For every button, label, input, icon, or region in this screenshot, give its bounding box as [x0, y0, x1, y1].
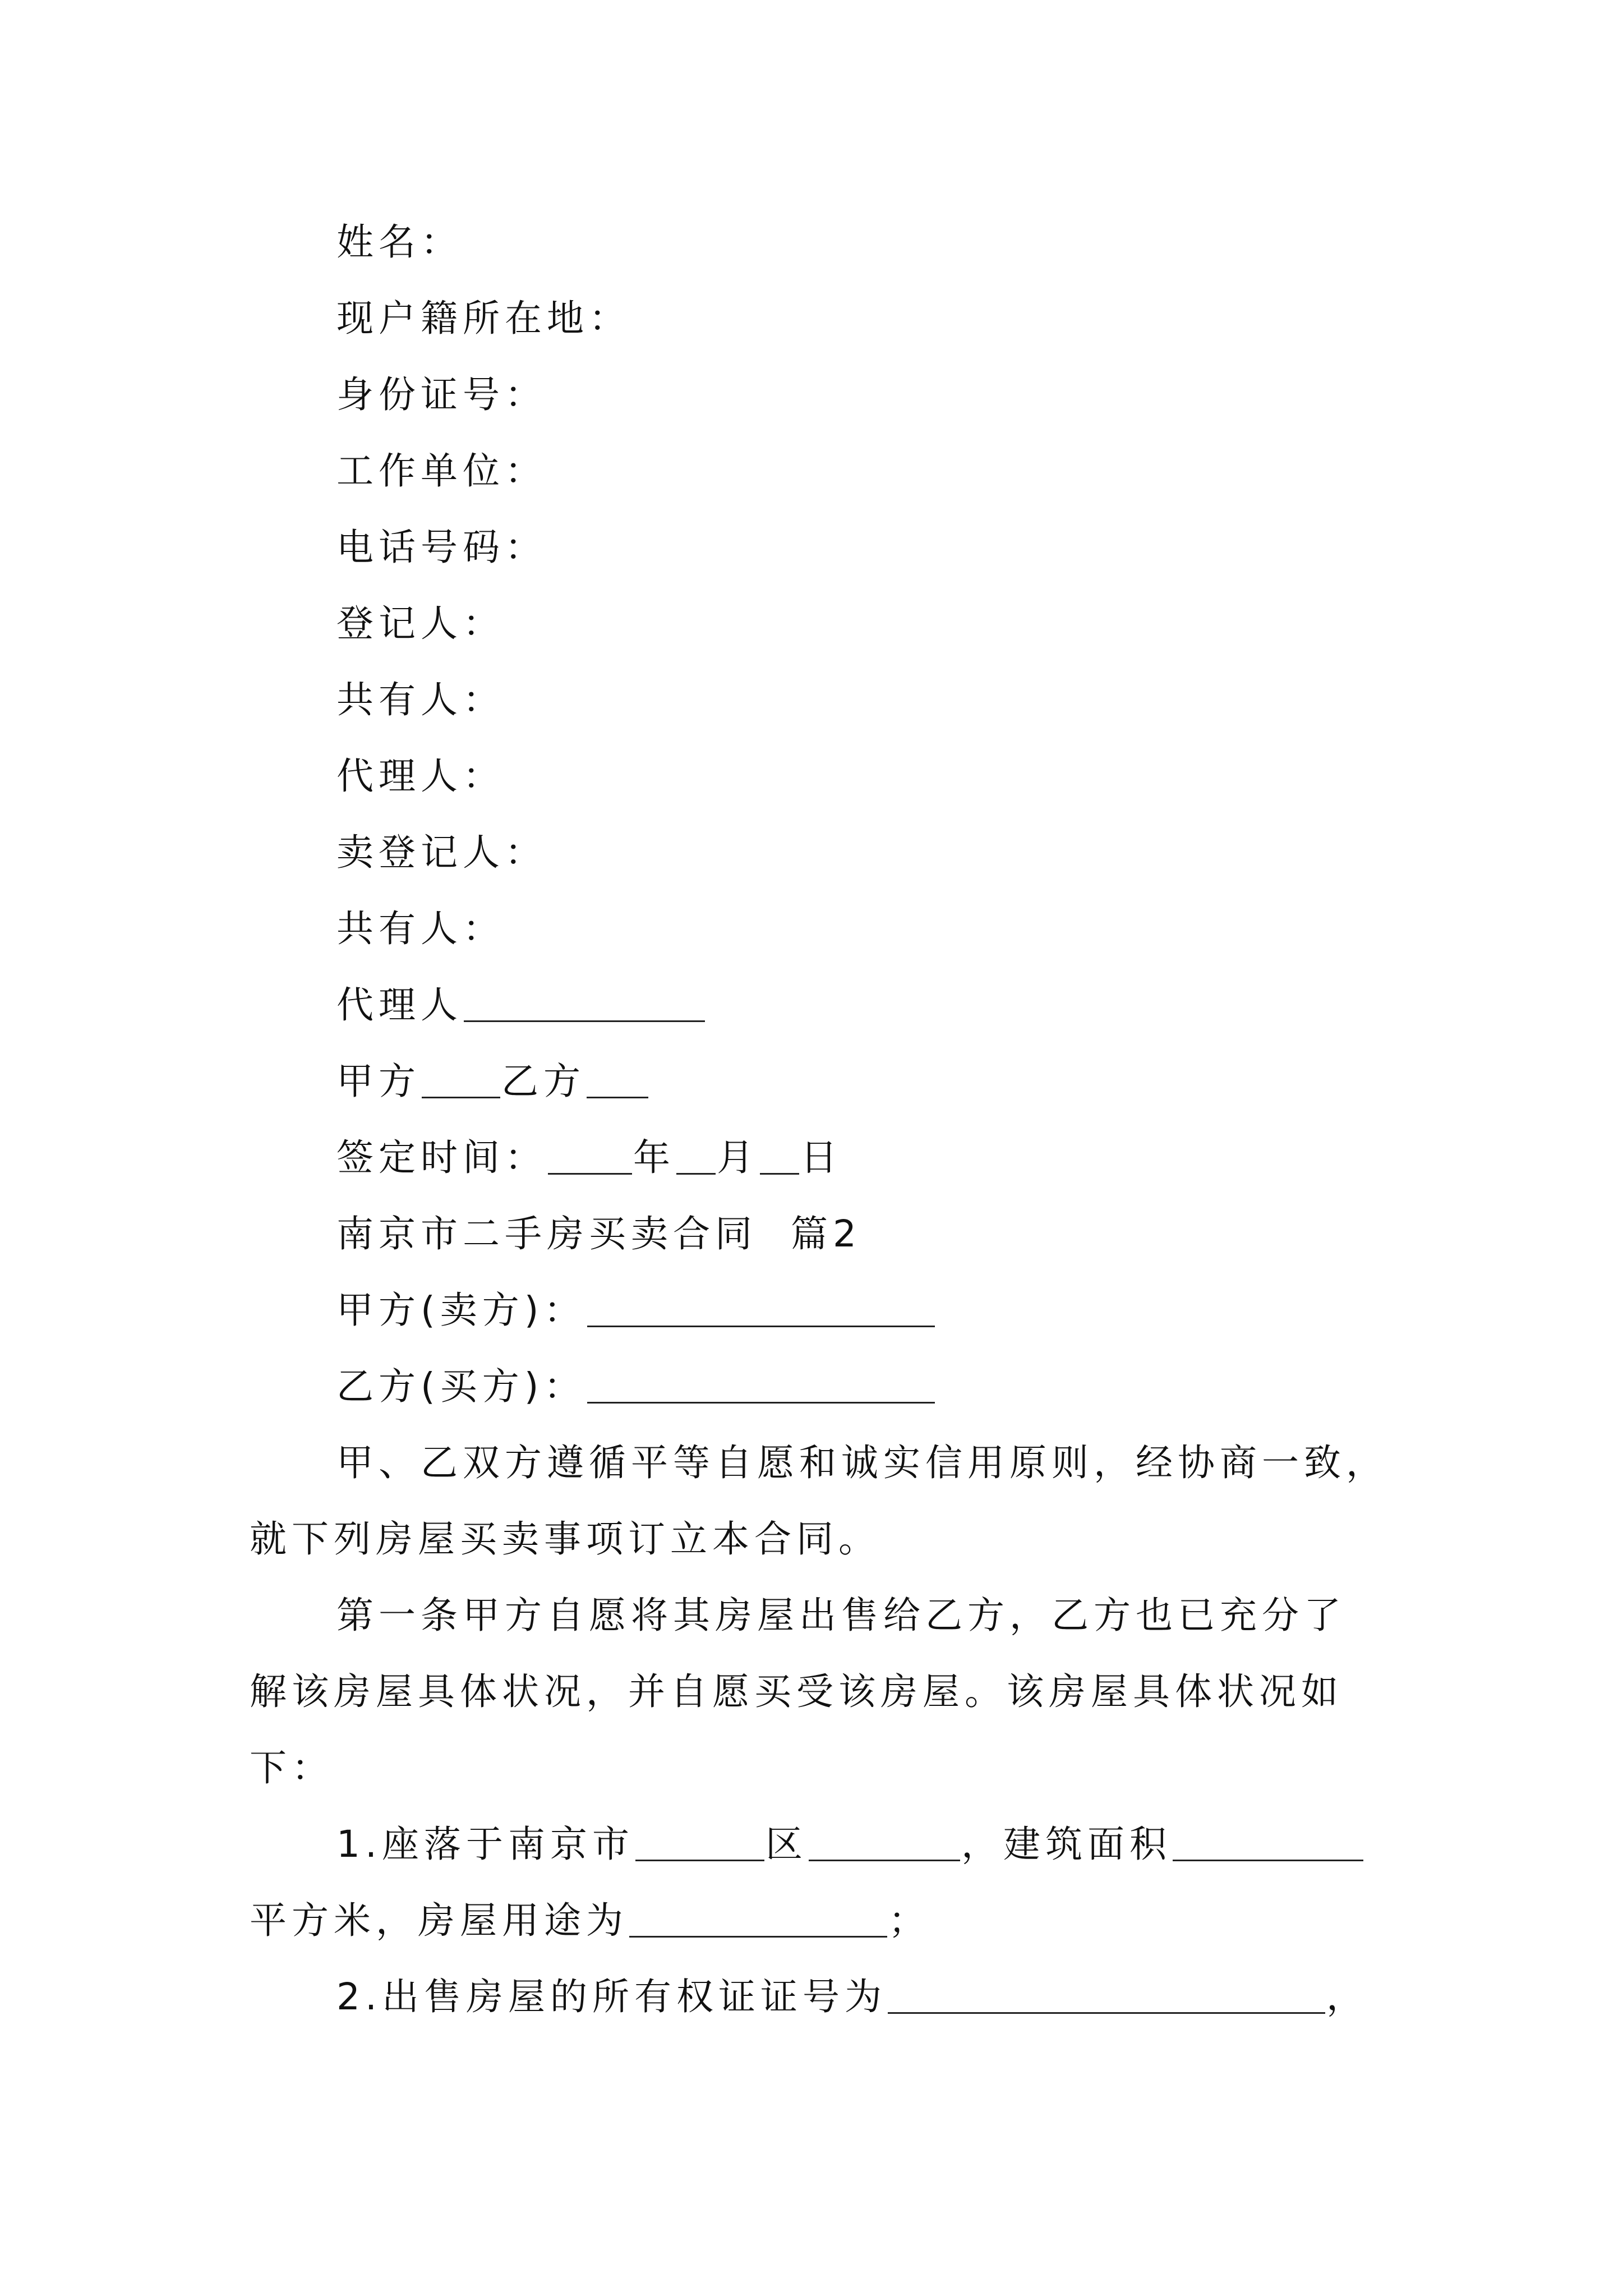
item-1-district-label: 区	[765, 1823, 808, 1866]
party-b-label: 乙方	[501, 1060, 585, 1103]
field-seller-registrant	[336, 815, 547, 891]
field-agent-2	[336, 967, 706, 1043]
field-co-owner-2-label: 共有人：	[336, 907, 505, 950]
address-blank-line	[809, 1828, 960, 1861]
item-1-location-label: 1.座落于南京市	[336, 1823, 634, 1866]
item-2-cert-label: 2.出售房屋的所有权证证号为	[336, 1975, 887, 2018]
buyer-line	[336, 1349, 936, 1425]
sign-date-line	[336, 1120, 842, 1196]
day-blank-line	[760, 1142, 799, 1175]
field-phone	[336, 509, 547, 586]
month-blank-line	[676, 1142, 716, 1175]
item-2-end-punct: ，	[1326, 1975, 1368, 2018]
field-name	[336, 204, 463, 280]
seller-blank-line	[587, 1294, 935, 1327]
month-label: 月	[717, 1136, 759, 1179]
item-1-line-2	[250, 1883, 930, 1959]
article-1-line-1	[336, 1577, 1346, 1654]
field-hukou	[336, 280, 631, 357]
article-1-line-3	[250, 1730, 334, 1806]
year-blank-line	[548, 1142, 632, 1175]
item-1-end-punct: ；	[888, 1899, 930, 1942]
item-2-line-1	[336, 1959, 1368, 2035]
seller-label: 甲方(卖方)：	[336, 1289, 586, 1332]
year-label: 年	[633, 1136, 675, 1179]
party-a-label: 甲方	[336, 1060, 421, 1103]
field-phone-label: 电话号码：	[336, 526, 547, 569]
field-co-owner	[336, 662, 505, 738]
seller-line	[336, 1272, 936, 1349]
field-seller-registrant-label: 卖登记人：	[336, 831, 547, 874]
section-title-text: 南京市二手房买卖合同 篇2	[336, 1212, 861, 1255]
field-id-number-label: 身份证号：	[336, 373, 547, 416]
intro-text-2: 就下列房屋买卖事项订立本合同。	[250, 1517, 880, 1561]
field-name-label: 姓名：	[336, 220, 463, 264]
field-hukou-label: 现户籍所在地：	[336, 297, 631, 340]
day-label: 日	[800, 1136, 842, 1179]
field-registrant	[336, 586, 505, 662]
article-1-line-2	[250, 1654, 1343, 1730]
agent-blank-line	[464, 989, 705, 1022]
field-agent	[336, 738, 505, 815]
field-registrant-label: 登记人：	[336, 602, 505, 645]
buyer-blank-line	[587, 1370, 935, 1404]
area-blank-line	[1173, 1828, 1363, 1861]
cert-number-blank-line	[888, 1981, 1325, 2014]
field-id-number	[336, 357, 547, 433]
field-co-owner-label: 共有人：	[336, 678, 505, 721]
district-blank-line	[635, 1828, 764, 1861]
article-1-text-2: 解该房屋具体状况，并自愿买受该房屋。该房屋具体状况如	[250, 1670, 1343, 1713]
buyer-label: 乙方(买方)：	[336, 1365, 586, 1408]
party-a-blank-line	[422, 1065, 500, 1098]
field-agent-2-label: 代理人	[336, 983, 463, 1027]
field-employer-label: 工作单位：	[336, 449, 547, 493]
section-title	[336, 1196, 861, 1272]
article-1-text-1: 第一条甲方自愿将其房屋出售给乙方，乙方也已充分了	[336, 1594, 1346, 1637]
field-agent-label: 代理人：	[336, 754, 505, 798]
field-co-owner-2	[336, 891, 505, 967]
intro-paragraph-line-2	[250, 1501, 880, 1577]
field-employer	[336, 433, 547, 509]
item-1-area-label: ，建筑面积	[961, 1823, 1172, 1866]
article-1-text-3: 下：	[250, 1746, 334, 1789]
parties-line	[336, 1043, 649, 1120]
item-1-line-1	[336, 1806, 1364, 1883]
intro-text-1: 甲、乙双方遵循平等自愿和诚实信用原则，经协商一致，	[336, 1441, 1388, 1484]
party-b-blank-line	[587, 1065, 648, 1098]
usage-blank-line	[629, 1904, 887, 1938]
intro-paragraph-line-1	[336, 1425, 1388, 1501]
item-1-usage-label: 平方米，房屋用途为	[250, 1899, 628, 1942]
sign-time-label: 签定时间：	[336, 1136, 547, 1179]
